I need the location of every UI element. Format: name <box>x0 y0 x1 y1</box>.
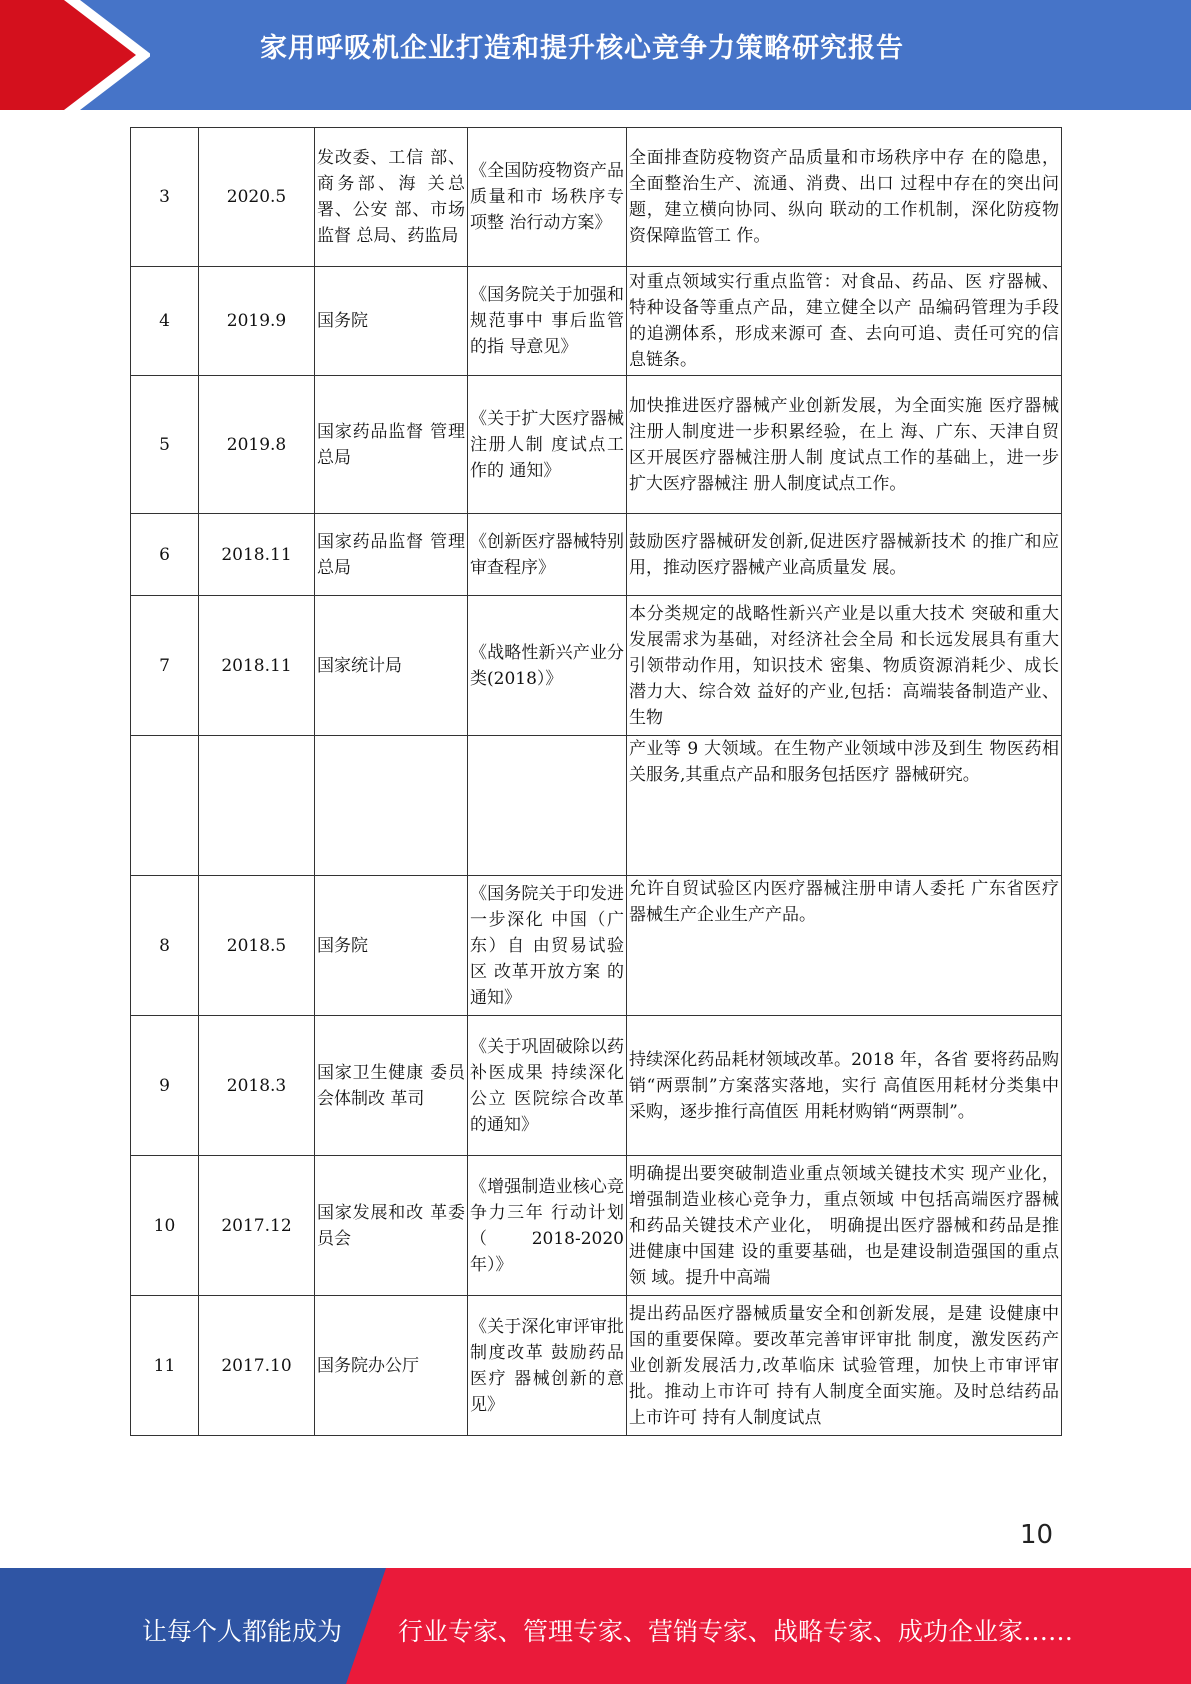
table-row <box>131 876 1062 1016</box>
table-row <box>131 596 1062 736</box>
row-number: 3 <box>131 128 199 267</box>
policy-document: 《战略性新兴产业分类(2018）》 <box>468 596 627 736</box>
issuing-department: 国家发展和改 革委员会 <box>315 1156 468 1296</box>
row-number <box>131 736 199 876</box>
row-number: 6 <box>131 514 199 596</box>
issuing-department: 国家卫生健康 委员会体制改 革司 <box>315 1016 468 1156</box>
issuing-department: 国家药品监督 管理总局 <box>315 376 468 514</box>
policy-description: 允许自贸试验区内医疗器械注册申请人委托 广东省医疗器械生产企业生产产品。 <box>627 876 1062 1016</box>
page-number: 10 <box>1020 1520 1054 1550</box>
policy-description: 持续深化药品耗材领域改革。2018 年，各省 要将药品购销“两票制”方案落实落地，实行 高值医用耗材分类集中采购，逐步推行高值医 用耗材购销“两票制”。 <box>627 1016 1062 1156</box>
policy-document: 《国务院关于加强和规范事中 事后监管的指 导意见》 <box>468 267 627 376</box>
report-title: 家用呼吸机企业打造和提升核心竞争力策略研究报告 <box>260 33 904 64</box>
policy-description: 提出药品医疗器械质量安全和创新发展，是建 设健康中国的重要保障。要改革完善审评审批 制度，激发医药产业创新发展活力,改革临床 试验管理，加快上市审评审批。推动上市许可 持有人制度全面实施。及时总结药品上市许可 持有人制度试点 <box>627 1296 1062 1436</box>
footer-slogan-right: 行业专家、管理专家、营销专家、战略专家、成功企业家…… <box>398 1617 1074 1646</box>
policy-description: 鼓励医疗器械研发创新,促进医疗器械新技术 的推广和应用，推动医疗器械产业高质量发 展。 <box>627 514 1062 596</box>
policy-document: 《全国防疫物资产品质量和市 场秩序专项整 治行动方案》 <box>468 128 627 267</box>
table-row <box>131 514 1062 596</box>
page-header <box>0 0 1191 110</box>
policy-description: 明确提出要突破制造业重点领域关键技术实 现产业化，增强制造业核心竞争力，重点领域 中包括高端医疗器械和药品关键技术产业化， 明确提出医疗器械和药品是推进健康中国建 设的重要基础，也是建设制造强国的重点领 域。提升中高端 <box>627 1156 1062 1296</box>
issue-date: 2018.11 <box>199 596 315 736</box>
issuing-department <box>315 736 468 876</box>
table-row <box>131 1016 1062 1156</box>
footer-slogan-left: 让每个人都能成为 <box>142 1617 343 1646</box>
issue-date: 2018.3 <box>199 1016 315 1156</box>
policy-description: 本分类规定的战略性新兴产业是以重大技术 突破和重大发展需求为基础，对经济社会全局 和长远发展具有重大引领带动作用，知识技术 密集、物质资源消耗少、成长潜力大、综合效 益好的产业,包括：高端装备制造产业、生物 <box>627 596 1062 736</box>
issuing-department: 国家统计局 <box>315 596 468 736</box>
row-number: 11 <box>131 1296 199 1436</box>
policy-document: 《关于深化审评审批制度改革 鼓励药品医疗 器械创新的意 见》 <box>468 1296 627 1436</box>
table-row <box>131 1296 1062 1436</box>
issue-date: 2020.5 <box>199 128 315 267</box>
issue-date: 2017.12 <box>199 1156 315 1296</box>
row-number: 7 <box>131 596 199 736</box>
policy-description: 产业等 9 大领域。在生物产业领域中涉及到生 物医药相关服务,其重点产品和服务包括医疗 器械研究。 <box>627 736 1062 876</box>
policy-document: 《关于巩固破除以药补医成果 持续深化公立 医院综合改革 的通知》 <box>468 1016 627 1156</box>
table-row <box>131 1156 1062 1296</box>
policy-description: 对重点领域实行重点监管：对食品、药品、医 疗器械、特种设备等重点产品，建立健全以产 品编码管理为手段的追溯体系，形成来源可 查、去向可追、责任可究的信息链条。 <box>627 267 1062 376</box>
policy-description: 全面排查防疫物资产品质量和市场秩序中存 在的隐患，全面整治生产、流通、消费、出口 过程中存在的突出问题，建立横向协同、纵向 联动的工作机制，深化防疫物资保障监管工 作。 <box>627 128 1062 267</box>
table-row-continuation <box>131 736 1062 876</box>
row-number: 8 <box>131 876 199 1016</box>
policy-document: 《创新医疗器械特别审查程序》 <box>468 514 627 596</box>
table-row <box>131 267 1062 376</box>
row-number: 5 <box>131 376 199 514</box>
row-number: 9 <box>131 1016 199 1156</box>
issue-date: 2019.9 <box>199 267 315 376</box>
red-chevron-decoration <box>0 0 150 110</box>
policy-document: 《增强制造业核心竞争力三年 行动计划 （ 2018-2020 年）》 <box>468 1156 627 1296</box>
policy-table <box>130 127 1062 1436</box>
row-number: 4 <box>131 267 199 376</box>
policy-document <box>468 736 627 876</box>
issue-date: 2017.10 <box>199 1296 315 1436</box>
issue-date: 2019.8 <box>199 376 315 514</box>
issuing-department: 国家药品监督 管理总局 <box>315 514 468 596</box>
issue-date: 2018.5 <box>199 876 315 1016</box>
table-row <box>131 128 1062 267</box>
issuing-department: 国务院 <box>315 267 468 376</box>
policy-document: 《国务院关于印发进一步深化 中国（广东）自 由贸易试验区 改革开放方案 的通知》 <box>468 876 627 1016</box>
issue-date <box>199 736 315 876</box>
issuing-department: 国务院办公厅 <box>315 1296 468 1436</box>
page-footer <box>0 1568 1191 1684</box>
policy-description: 加快推进医疗器械产业创新发展，为全面实施 医疗器械注册人制度进一步积累经验，在上 海、广东、天津自贸区开展医疗器械注册人制 度试点工作的基础上，进一步扩大医疗器械注 册人制度试点工作。 <box>627 376 1062 514</box>
row-number: 10 <box>131 1156 199 1296</box>
issuing-department: 发改委、工信 部、商务部、海 关总署、公安 部、市场监督 总局、药监局 <box>315 128 468 267</box>
table-row <box>131 376 1062 514</box>
issuing-department: 国务院 <box>315 876 468 1016</box>
policy-document: 《关于扩大医疗器械注册人制 度试点工作的 通知》 <box>468 376 627 514</box>
issue-date: 2018.11 <box>199 514 315 596</box>
